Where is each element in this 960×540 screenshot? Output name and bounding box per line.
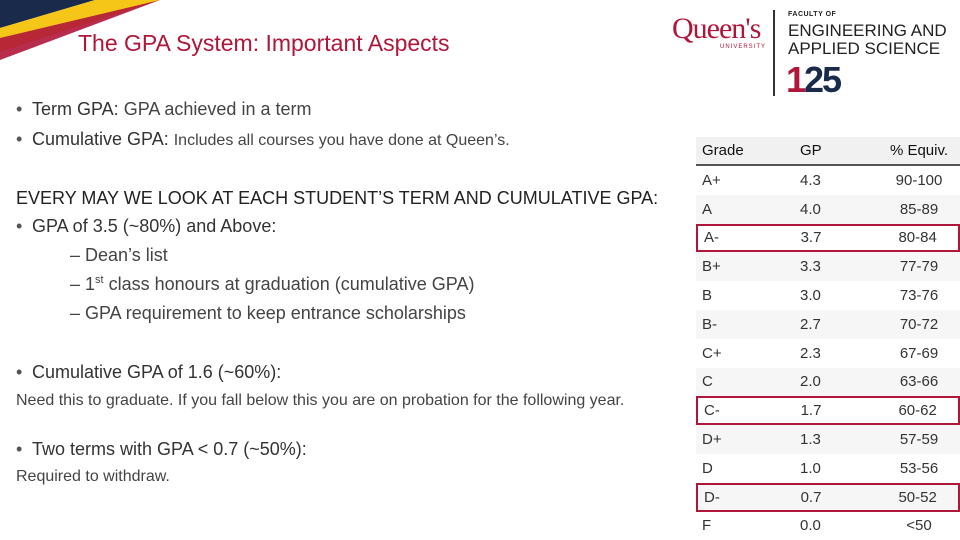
gp-cell: 0.0 xyxy=(800,517,821,535)
percent-cell: 70-72 xyxy=(899,315,939,333)
gp-cell: 3.3 xyxy=(800,258,821,276)
grade-cell: B xyxy=(702,287,713,305)
gp-cell: 2.7 xyxy=(800,315,821,333)
percent-cell: 57-59 xyxy=(899,431,939,449)
logo-divider xyxy=(773,10,775,96)
table-row xyxy=(696,281,960,310)
gpa35-item-honours: – 1st class honours at graduation (cumulative GPA) xyxy=(70,274,475,294)
queens-engineering-logo xyxy=(672,10,952,100)
grade-cell: F xyxy=(702,517,712,535)
grade-table xyxy=(696,137,960,540)
bullet-term-gpa: • Term GPA: GPA achieved in a term xyxy=(16,99,312,119)
bullet-dot: • xyxy=(16,216,23,236)
gp-cell: 2.3 xyxy=(800,344,821,362)
table-row xyxy=(696,425,960,454)
grade-cell: A xyxy=(702,200,713,218)
gp-cell: 3.0 xyxy=(800,287,821,305)
table-row xyxy=(696,195,960,224)
table-row xyxy=(696,224,960,253)
percent-cell: 73-76 xyxy=(899,287,939,305)
header-percent: % Equiv. xyxy=(889,142,949,159)
bullet-gpa-16: • Cumulative GPA of 1.6 (~60%): xyxy=(16,362,282,382)
grade-table-header xyxy=(696,137,960,166)
grade-cell: A+ xyxy=(702,171,721,189)
table-row xyxy=(696,483,960,512)
gpa35-item-deans-list: – Dean’s list xyxy=(70,245,168,265)
table-row xyxy=(696,454,960,483)
logo-faculty-of: FACULTY OF xyxy=(788,11,837,18)
bullet-dot: • xyxy=(16,129,23,149)
bullet-dot: • xyxy=(16,439,23,459)
grade-cell: B+ xyxy=(702,258,721,276)
grade-cell: D xyxy=(702,459,713,477)
logo-university: UNIVERSITY xyxy=(720,44,767,50)
percent-cell: 50-52 xyxy=(898,488,937,506)
percent-cell: 63-66 xyxy=(899,373,939,391)
gp-cell: 1.3 xyxy=(800,431,821,449)
logo-faculty-name: ENGINEERING AND APPLIED SCIENCE xyxy=(788,21,947,58)
table-row xyxy=(696,396,960,425)
gpa35-item-scholarships: – GPA requirement to keep entrance scholarships xyxy=(70,303,466,323)
bullet-gpa-35: • GPA of 3.5 (~80%) and Above: xyxy=(16,216,277,236)
bullet-cumulative-gpa: • Cumulative GPA: Includes all courses you have done at Queen’s. xyxy=(16,129,510,149)
gp-cell: 1.7 xyxy=(800,402,822,420)
gp-cell: 4.3 xyxy=(800,171,821,189)
every-may-heading: EVERY MAY WE LOOK AT EACH STUDENT’S TERM AND CUMULATIVE GPA: xyxy=(16,188,659,208)
percent-cell: 53-56 xyxy=(899,459,939,477)
gp-cell: 3.7 xyxy=(800,229,822,247)
percent-cell: 77-79 xyxy=(899,258,939,276)
grade-cell: C xyxy=(702,373,713,391)
table-row xyxy=(696,252,960,281)
grade-cell: C+ xyxy=(702,344,722,362)
table-row xyxy=(696,368,960,397)
gp-cell: 0.7 xyxy=(800,488,822,506)
percent-cell: 67-69 xyxy=(899,344,939,362)
logo-anniversary: 125 xyxy=(786,59,841,100)
percent-cell: 60-62 xyxy=(898,402,937,420)
gpa16-text: Need this to graduate. If you fall below this you are on probation for the following year. xyxy=(16,392,625,409)
grade-cell: D- xyxy=(704,488,720,506)
grade-cell: A- xyxy=(704,229,719,247)
table-row xyxy=(696,339,960,368)
bullet-two-terms: • Two terms with GPA < 0.7 (~50%): xyxy=(16,439,307,459)
percent-cell: 80-84 xyxy=(898,229,937,247)
header-grade: Grade xyxy=(702,142,744,159)
logo-queens: Queen's xyxy=(672,12,761,45)
grade-cell: D+ xyxy=(702,431,722,449)
table-row xyxy=(696,166,960,195)
bullet-dot: • xyxy=(16,99,23,119)
grade-table-body xyxy=(696,166,960,540)
gp-cell: 1.0 xyxy=(800,459,821,477)
bullet-dot: • xyxy=(16,362,23,382)
percent-cell: 85-89 xyxy=(899,200,939,218)
two-terms-text: Required to withdraw. xyxy=(16,468,170,485)
grade-cell: C- xyxy=(704,402,720,420)
percent-cell: 90-100 xyxy=(895,171,943,189)
percent-cell: <50 xyxy=(906,517,932,535)
header-gp: GP xyxy=(800,142,822,159)
gp-cell: 4.0 xyxy=(800,200,821,218)
gp-cell: 2.0 xyxy=(800,373,821,391)
table-row xyxy=(696,310,960,339)
table-row xyxy=(696,512,960,540)
grade-cell: B- xyxy=(702,315,717,333)
slide-title: The GPA System: Important Aspects xyxy=(78,30,450,56)
